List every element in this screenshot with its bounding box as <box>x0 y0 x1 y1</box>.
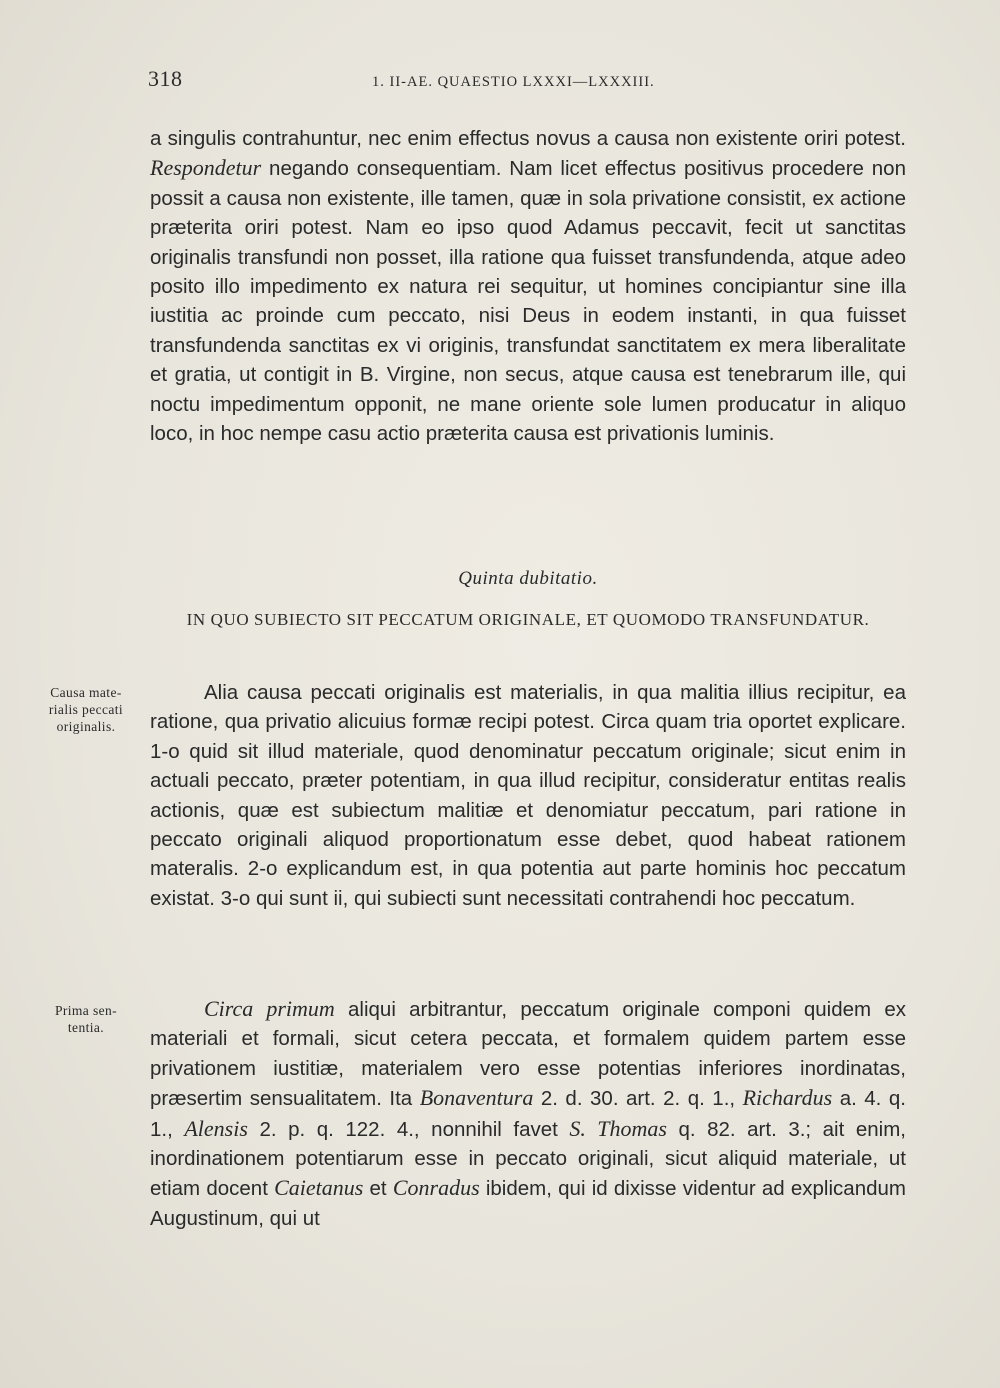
margin-note <box>30 684 142 735</box>
paragraph-continuation <box>150 124 906 448</box>
paragraph-text: aliqui arbitrantur, peccatum originale componi quidem ex materiali et formali, sicut cetera peccata, et formalem quidem partem esse privationem iustitiæ, materialem vero esse potentias inferiores inordinatas, præsertim sensualitatem. Ita <box>150 998 906 1111</box>
paragraph-text: 2. d. 30. art. 2. q. 1., <box>533 1087 743 1111</box>
page-header <box>148 66 908 96</box>
margin-note-line: originalis. <box>56 719 116 734</box>
citation-author: Alensis <box>184 1115 248 1141</box>
paragraph-text: 2. p. q. 122. 4., nonnihil favet <box>247 1117 570 1141</box>
paragraph <box>150 678 906 913</box>
paragraph-text: negando consequentiam. Nam licet effectus positivus procedere non possit a causa non existente, ille tamen, quæ in sola privatione consistit, ex actione præterita oriri potest. Nam eo ipso quod Adamus peccavit, fecit ut sanctitas originalis transfundi non posset, illa ratione qua fuisset transfundenda, atque adeo posito illo impedimento ex natura rei sequitur, ut homines concipiantur sine illa iustitia ac proinde cum peccato, nisi Deus in eodem instanti, in qua fuisset transfundenda sanctitas ex vi originis, transfundat sanctitatem ex mera liberalitate et gratia, ut contigit in B. Virgine, non secus, atque causa est tenebrarum ille, qui noctu impedimentum opponit, ne mane oriente sole lumen producatur in aliquo loco, in hoc nempe casu actio præterita causa est privationis luminis. <box>150 157 906 446</box>
citation-author: Conradus <box>392 1175 480 1201</box>
section-heading: IN QUO SUBIECTO SIT PECCATUM ORIGINALE, ET QUOMODO TRANSFUNDATUR. <box>186 610 870 629</box>
margin-note <box>30 1002 142 1036</box>
margin-note-line: rialis peccati <box>48 702 124 717</box>
paragraph-text: q. 82. art. 3.; ait enim, inordinationem potentiarum esse in peccato originali, sicut aliquid materiale, ut etiam docent <box>150 1117 906 1201</box>
margin-note-line: Causa mate- <box>50 685 122 700</box>
citation-author: Caietanus <box>274 1175 364 1201</box>
paragraph-text: ibidem, qui id dixisse videntur ad explicandum Augustinum, qui ut <box>150 1177 906 1230</box>
page-number: 318 <box>148 66 183 91</box>
citation-author: Bonaventura <box>419 1085 534 1111</box>
running-head: 1. II-AE. QUAESTIO LXXXI—LXXXIII. <box>372 74 655 90</box>
citation-author: S. Thomas <box>569 1115 667 1141</box>
italic-term: Circa primum <box>204 996 335 1021</box>
citation-author: Richardus <box>742 1085 833 1111</box>
italic-term: Respondetur <box>150 155 262 181</box>
paragraph <box>150 994 906 1233</box>
margin-note-line: tentia. <box>67 1020 105 1035</box>
margin-note-line: Prima sen- <box>54 1003 118 1018</box>
paragraph-text: a. 4. q. 1., <box>150 1087 906 1141</box>
section-subtitle: Quinta dubitatio. <box>458 568 598 589</box>
paragraph-text: et <box>363 1177 393 1201</box>
paragraph-text: Alia causa peccati originalis est materialis, in qua malitia illius recipitur, ea ratione, qua privatio alicuius formæ recipi potest. Circa quam tria oportet explicare. 1-o quid sit illud materiale, quod denominatur peccatum originale; sicut enim in actuali peccato, præter potentiam, in qua illud recipitur, consideratur entitas realis actionis, quæ est subiectum malitiæ et denomiatur peccatum, pari ratione in peccato originali aliquod proportionatum esse debet, quod habeat rationem materalis. 2-o explicandum est, in qua potentia aut parte hominis hoc peccatum existat. 3-o qui sunt ii, qui subiecti sunt necessitati contrahendi hoc peccatum. <box>150 681 906 910</box>
paragraph-text: a singulis contrahuntur, nec enim effectus novus a causa non existente oriri potest. <box>150 127 906 150</box>
